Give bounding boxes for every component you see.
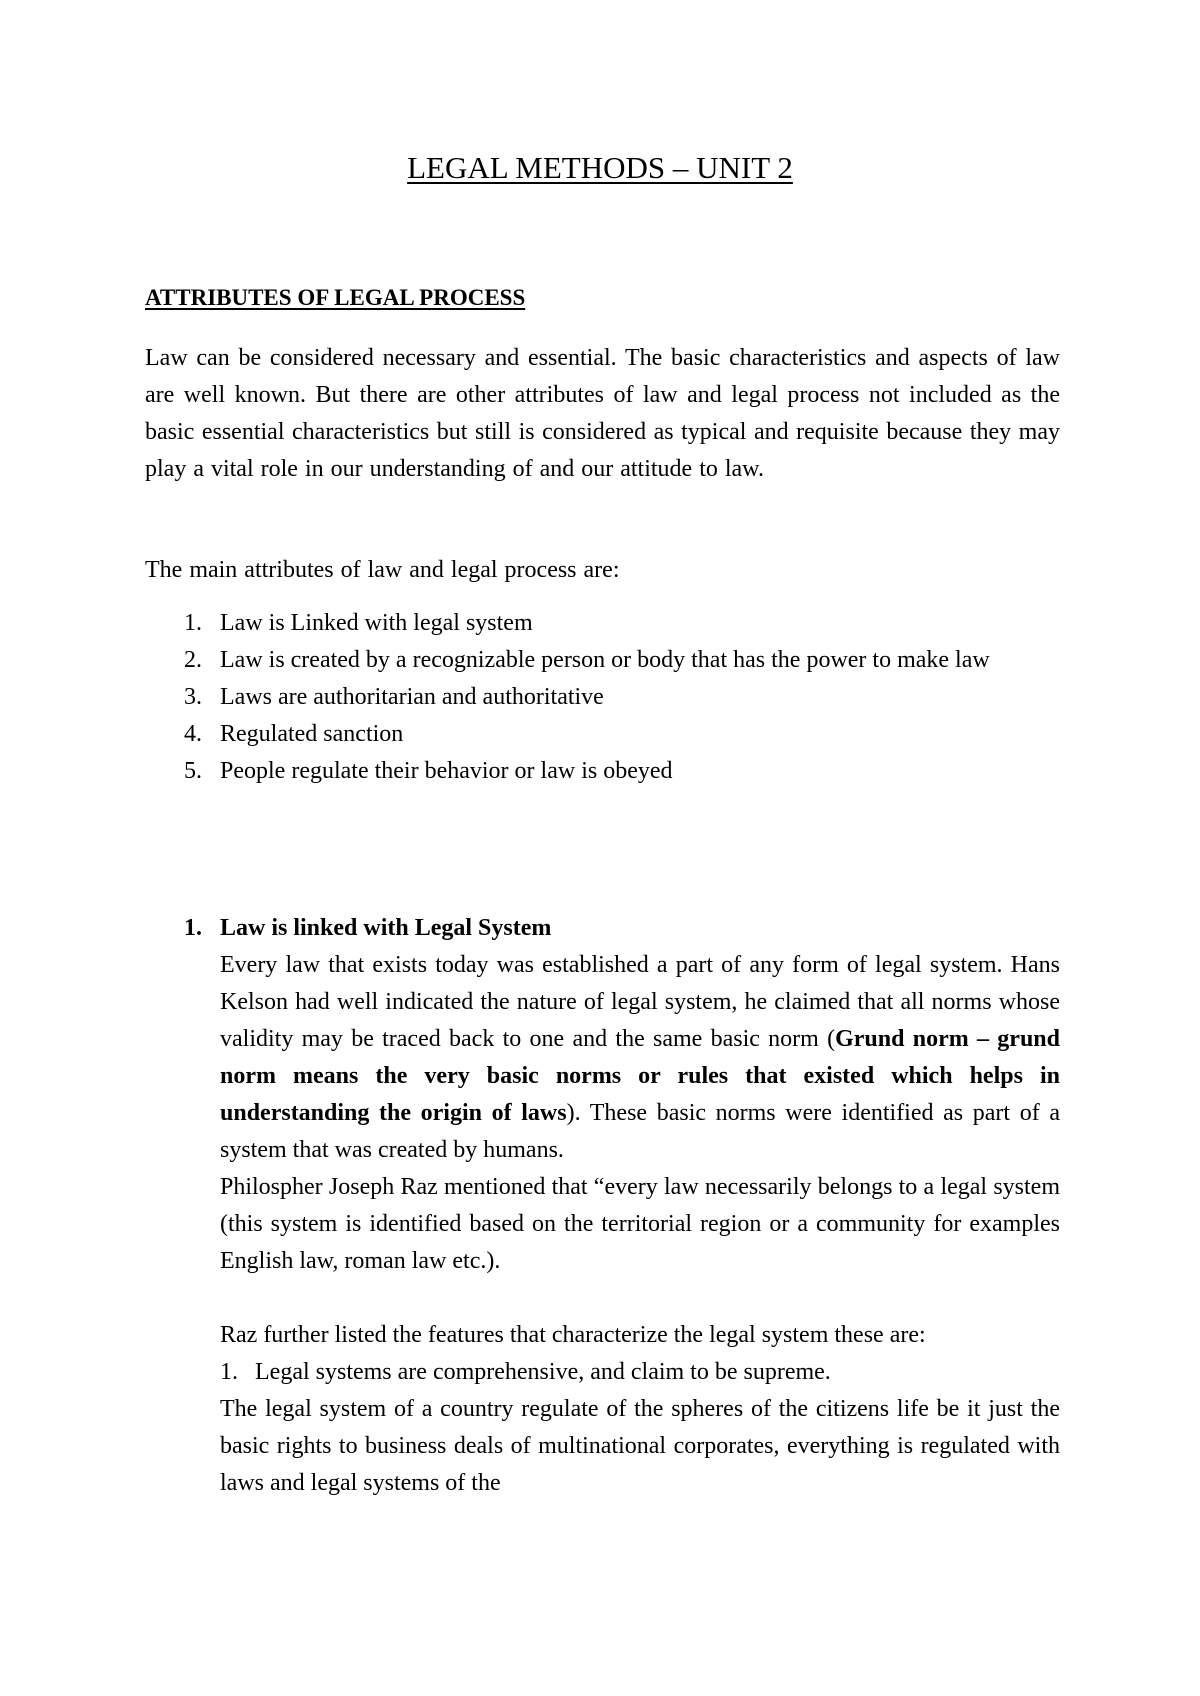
attributes-list: [145, 605, 1060, 790]
subsection-body: [220, 947, 1060, 1502]
subsection-heading: [145, 910, 1060, 947]
list-item-number: 1.: [220, 1359, 238, 1385]
list-item: [145, 605, 1060, 642]
list-item-number: 1.: [184, 610, 202, 636]
main-attributes-intro: The main attributes of law and legal process are:: [145, 557, 620, 583]
list-item-number: 4.: [184, 721, 202, 747]
kelson-text-start: Every law that exists today was established a part of any form of legal system. Hans Kelson had well indicated the nature of legal system, he claimed that all norms whose validity may be traced back to one and the same basic norm (: [220, 952, 1060, 1052]
list-item-text: Law is created by a recognizable person or body that has the power to make law: [220, 647, 990, 673]
list-item: [220, 1354, 1060, 1391]
list-item-number: 3.: [184, 684, 202, 710]
raz-feature-description: The legal system of a country regulate of the spheres of the citizens life be it just the basic rights to business deals of multinational corporates, everything is regulated with laws and legal systems of the: [220, 1396, 1060, 1496]
intro-paragraph: Law can be considered necessary and essential. The basic characteristics and aspects of law are well known. But there are other attributes of law and legal process not included as the basic essential characteristics but still is considered as typical and requisite because they may play a vital role in our understanding of and our attitude to law.: [145, 345, 1060, 482]
list-item: [145, 679, 1060, 716]
paragraph-gap: [220, 1280, 1060, 1317]
raz-features-intro: Raz further listed the features that characterize the legal system these are:: [220, 1322, 926, 1348]
list-item-number: 2.: [184, 647, 202, 673]
list-item-text: People regulate their behavior or law is obeyed: [220, 758, 673, 784]
list-item-text: Regulated sanction: [220, 721, 404, 747]
list-item-text: Laws are authoritarian and authoritative: [220, 684, 604, 710]
raz-features-list: [220, 1354, 1060, 1391]
list-item: [145, 716, 1060, 753]
kelson-paragraph: [220, 947, 1060, 1169]
list-item: [145, 753, 1060, 790]
list-item-text: Law is Linked with legal system: [220, 610, 533, 636]
section-law-linked-legal-system: [145, 910, 1060, 1502]
subsection-number: 1.: [184, 915, 202, 941]
section-heading: ATTRIBUTES OF LEGAL PROCESS: [145, 285, 526, 310]
list-item-number: 5.: [184, 758, 202, 784]
grund-norm-definition: Grund norm – grund norm means the very basic norms or rules that existed which helps in understanding the origin of laws: [220, 1026, 1060, 1126]
raz-paragraph: Philospher Joseph Raz mentioned that “every law necessarily belongs to a legal system (this system is identified based on the territorial region or a community for examples English law, roman law etc.).: [220, 1174, 1060, 1274]
list-item: [145, 642, 1060, 679]
list-item-text: Legal systems are comprehensive, and claim to be supreme.: [255, 1359, 831, 1385]
kelson-text-end: ). These basic norms were identified as part of a system that was created by humans.: [220, 1100, 1060, 1163]
subsection-title: Law is linked with Legal System: [220, 915, 552, 941]
document-title: LEGAL METHODS – UNIT 2: [407, 150, 793, 185]
